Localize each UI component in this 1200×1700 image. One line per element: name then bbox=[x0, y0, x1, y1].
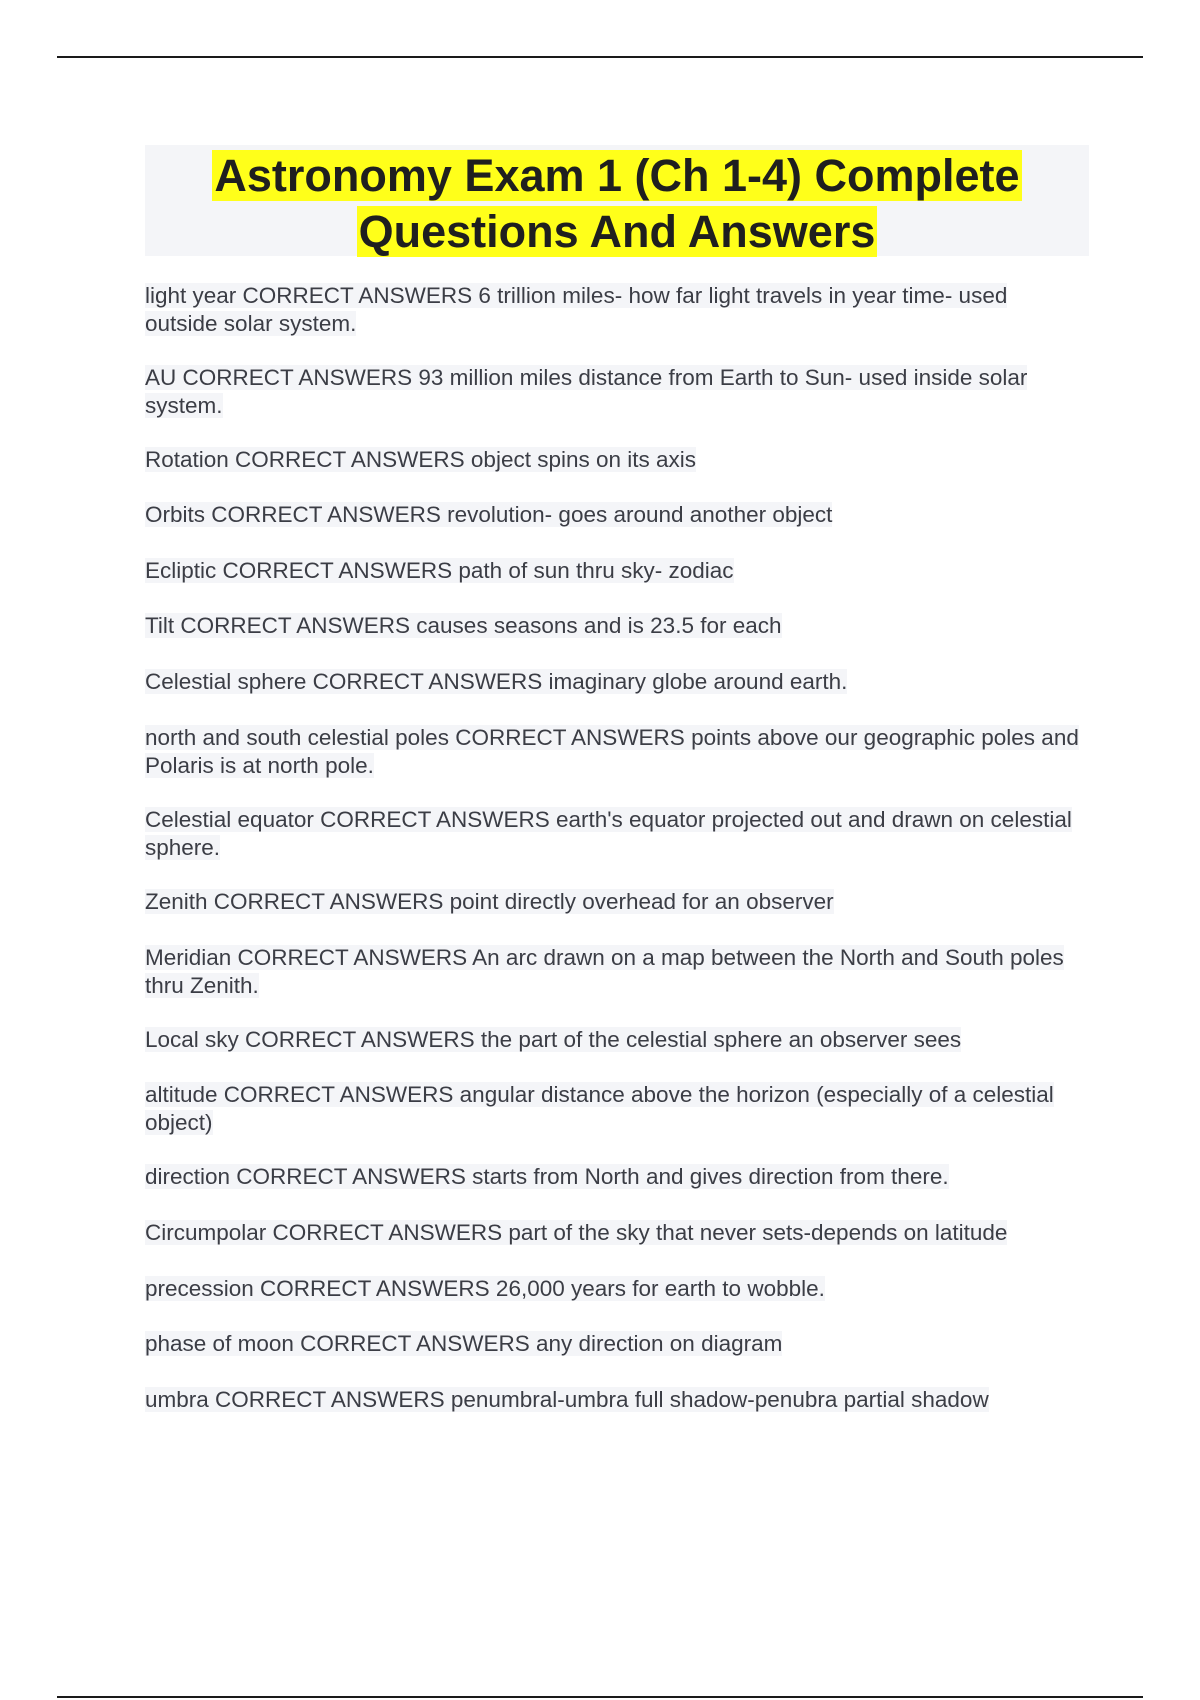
qa-entry bbox=[145, 1330, 1085, 1358]
title-line-1: Astronomy Exam 1 (Ch 1-4) Complete bbox=[214, 150, 1020, 201]
qa-entry-text: Celestial equator CORRECT ANSWERS earth's equator projected out and drawn on celestial sphere. bbox=[145, 807, 1072, 860]
qa-entry-text: altitude CORRECT ANSWERS angular distance above the horizon (especially of a celestial object) bbox=[145, 1082, 1054, 1135]
qa-entry-text: Tilt CORRECT ANSWERS causes seasons and is 23.5 for each bbox=[145, 613, 782, 638]
qa-entry bbox=[145, 364, 1085, 420]
qa-entry-text: AU CORRECT ANSWERS 93 million miles distance from Earth to Sun- used inside solar system. bbox=[145, 365, 1028, 418]
qa-entry bbox=[145, 724, 1085, 780]
qa-entry-text: phase of moon CORRECT ANSWERS any direction on diagram bbox=[145, 1331, 783, 1356]
qa-entry bbox=[145, 1081, 1085, 1137]
qa-entry-text: umbra CORRECT ANSWERS penumbral-umbra full shadow-penubra partial shadow bbox=[145, 1387, 989, 1412]
top-rule bbox=[57, 56, 1143, 58]
qa-entry bbox=[145, 282, 1085, 338]
qa-entry bbox=[145, 446, 1085, 474]
qa-entry bbox=[145, 806, 1085, 862]
qa-entry bbox=[145, 888, 1085, 916]
qa-entry bbox=[145, 1275, 1085, 1303]
qa-entry-text: north and south celestial poles CORRECT ANSWERS points above our geographic poles and Polaris is at north pole. bbox=[145, 725, 1079, 778]
qa-entry bbox=[145, 557, 1085, 585]
qa-entry bbox=[145, 668, 1085, 696]
qa-entry bbox=[145, 944, 1085, 1000]
title-line-2: Questions And Answers bbox=[358, 206, 876, 257]
qa-entry-text: Circumpolar CORRECT ANSWERS part of the sky that never sets-depends on latitude bbox=[145, 1220, 1008, 1245]
qa-entry bbox=[145, 1219, 1085, 1247]
qa-entry-text: Orbits CORRECT ANSWERS revolution- goes around another object bbox=[145, 502, 833, 527]
qa-entry bbox=[145, 501, 1085, 529]
qa-entry-text: Rotation CORRECT ANSWERS object spins on its axis bbox=[145, 447, 697, 472]
title-band bbox=[145, 145, 1089, 256]
qa-entry-text: Ecliptic CORRECT ANSWERS path of sun thru sky- zodiac bbox=[145, 558, 734, 583]
document-title bbox=[145, 145, 1089, 260]
qa-entry-text: direction CORRECT ANSWERS starts from North and gives direction from there. bbox=[145, 1164, 949, 1189]
qa-entry bbox=[145, 1386, 1085, 1414]
qa-entry-text: light year CORRECT ANSWERS 6 trillion miles- how far light travels in year time- used outside solar system. bbox=[145, 283, 1008, 336]
qa-entry bbox=[145, 612, 1085, 640]
qa-entry-text: Local sky CORRECT ANSWERS the part of the celestial sphere an observer sees bbox=[145, 1027, 962, 1052]
qa-entry-text: Meridian CORRECT ANSWERS An arc drawn on a map between the North and South poles thru Zenith. bbox=[145, 945, 1064, 998]
qa-entry-text: Zenith CORRECT ANSWERS point directly overhead for an observer bbox=[145, 889, 834, 914]
qa-entry-text: precession CORRECT ANSWERS 26,000 years for earth to wobble. bbox=[145, 1276, 825, 1301]
bottom-rule bbox=[57, 1696, 1143, 1698]
qa-entry-text: Celestial sphere CORRECT ANSWERS imaginary globe around earth. bbox=[145, 669, 848, 694]
qa-entry bbox=[145, 1163, 1085, 1191]
qa-entry bbox=[145, 1026, 1085, 1054]
